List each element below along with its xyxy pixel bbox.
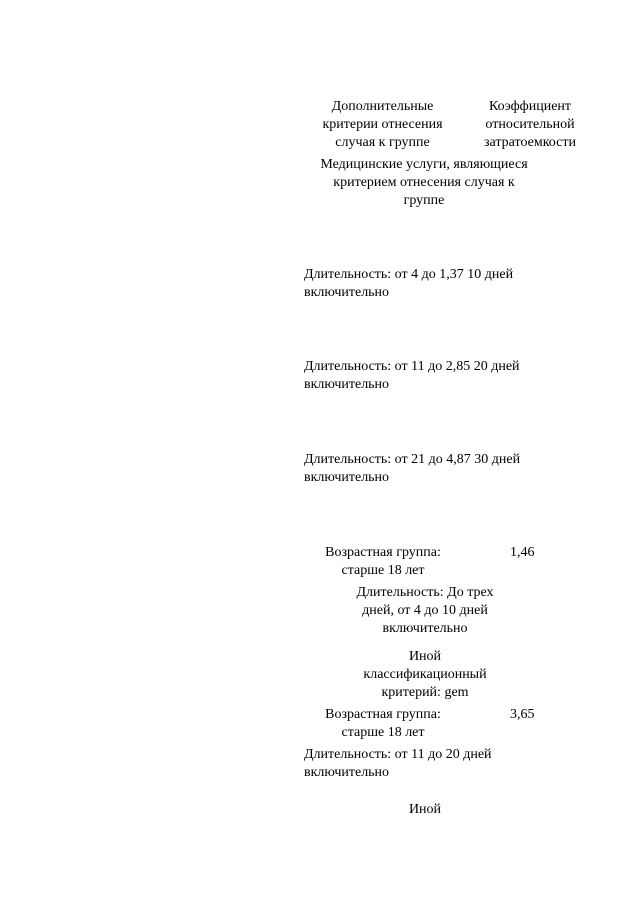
coefficient-value: 3,65 bbox=[510, 707, 535, 722]
header-additional-criteria: Дополнительные критерии отнесения случая к группе bbox=[322, 99, 443, 150]
other-classification-criteria: Иной bbox=[408, 802, 442, 817]
duration-criteria: Длительность: До трех дней, от 4 до 10 дней включительно bbox=[356, 585, 494, 636]
duration-row: Длительность: от 21 до 4,87 30 дней включительно bbox=[304, 452, 521, 485]
header-coefficient: Коэффициент относительной затратоемкости bbox=[484, 99, 576, 150]
header-medical-services: Медицинские услуги, являющиеся критерием отнесения случая к группе bbox=[320, 157, 528, 208]
age-group: Возрастная группа: старше 18 лет bbox=[325, 545, 441, 578]
duration-row: Длительность: от 11 до 2,85 20 дней включительно bbox=[304, 359, 520, 392]
age-group: Возрастная группа: старше 18 лет bbox=[325, 707, 441, 740]
coefficient-value: 1,46 bbox=[510, 545, 535, 560]
other-classification-criteria: Иной классификационный критерий: gem bbox=[363, 649, 487, 700]
duration-row: Длительность: от 4 до 1,37 10 дней включительно bbox=[304, 267, 514, 300]
duration-criteria: Длительность: от 11 до 20 дней включительно bbox=[304, 747, 492, 780]
